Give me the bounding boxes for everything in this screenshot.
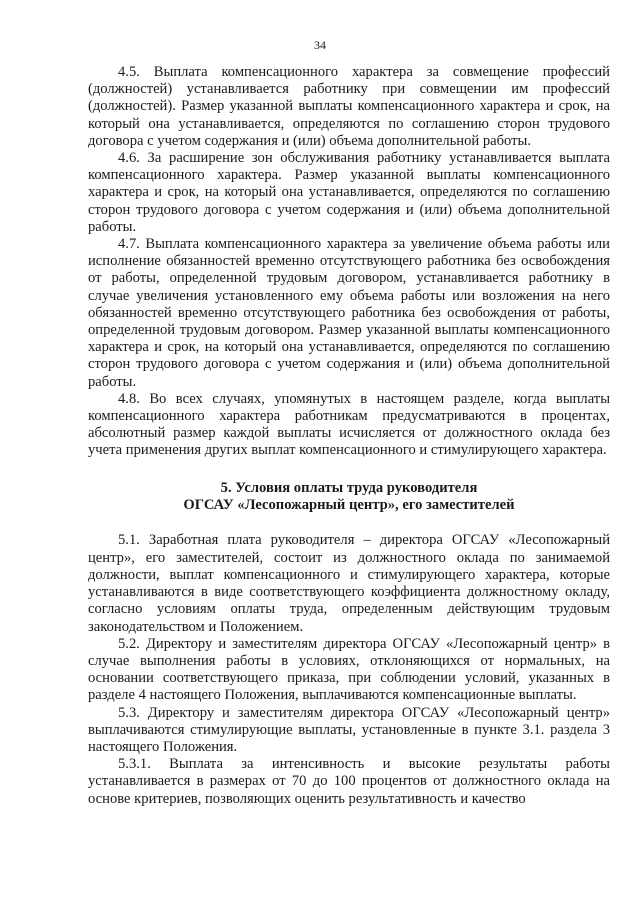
document-body	[88, 64, 610, 808]
section-5-heading	[88, 480, 610, 515]
paragraph-5-1: 5.1. Заработная плата руководителя – директора ОГСАУ «Лесопожарный центр», его заместителей, состоит из должностного оклада по занимаемой должности, выплат компенсационного и стимулирующего характера, которые устанавливаются в виде соответствующего коэффициента должностному окладу, согласно условиям оплаты труда, определенным действующим трудовым законодательством и Положением.	[88, 532, 610, 635]
paragraph-5-3: 5.3. Директору и заместителям директора ОГСАУ «Лесопожарный центр» выплачиваются стимулирующие выплаты, установленные в пункте 3.1. раздела 3 настоящего Положения.	[88, 704, 610, 755]
paragraph-5-2: 5.2. Директору и заместителям директора ОГСАУ «Лесопожарный центр» в случае выполнения работы в условиях, отклоняющихся от нормальных, на основании соответствующего приказа, при соблюдении условий, указанных в разделе 4 настоящего Положения, выплачиваются компенсационные выплаты.	[88, 635, 610, 704]
paragraph-4-8: 4.8. Во всех случаях, упомянутых в настоящем разделе, когда выплаты компенсационного характера работникам предусматриваются в процентах, абсолютный размер каждой выплаты исчисляется от должностного оклада без учета применения других выплат компенсационного и стимулирующего характера.	[88, 390, 610, 459]
section-5-heading-line-2: ОГСАУ «Лесопожарный центр», его заместителей	[183, 497, 515, 514]
paragraph-4-7: 4.7. Выплата компенсационного характера за увеличение объема работы или исполнение обязанностей временно отсутствующего работника без освобождения от работы, определенной трудовым договором, устанавливается работнику в случае увеличения установленного ему объема работы или возложения на него обязанностей временно отсутствующего работника без освобождения от работы, определенной трудовым договором. Размер указанной выплаты компенсационного характера и срок, на который она устанавливается, определяются по соглашению сторон трудового договора с учетом содержания и (или) объема дополнительной работы.	[88, 236, 610, 390]
paragraph-5-3-1: 5.3.1. Выплата за интенсивность и высокие результаты работы устанавливается в размерах от 70 до 100 процентов от должностного оклада на основе критериев, позволяющих оценить результативность и качество	[88, 756, 610, 807]
paragraph-4-5: 4.5. Выплата компенсационного характера за совмещение профессий (должностей) устанавливается работнику при совмещении им профессий (должностей). Размер указанной выплаты компенсационного характера и срок, на который она устанавливается, определяются по соглашению сторон трудового договора с учетом содержания и (или) объема дополнительной работы.	[88, 64, 610, 149]
section-5-heading-line-1: 5. Условия оплаты труда руководителя	[220, 479, 478, 496]
page-number: 34	[314, 38, 326, 52]
paragraph-4-6: 4.6. За расширение зон обслуживания работнику устанавливается выплата компенсационного характера. Размер указанной выплаты компенсационного характера и срок, на который она устанавливается, определяются по соглашению сторон трудового договора с учетом содержания и (или) объема дополнительной работы.	[88, 150, 610, 235]
